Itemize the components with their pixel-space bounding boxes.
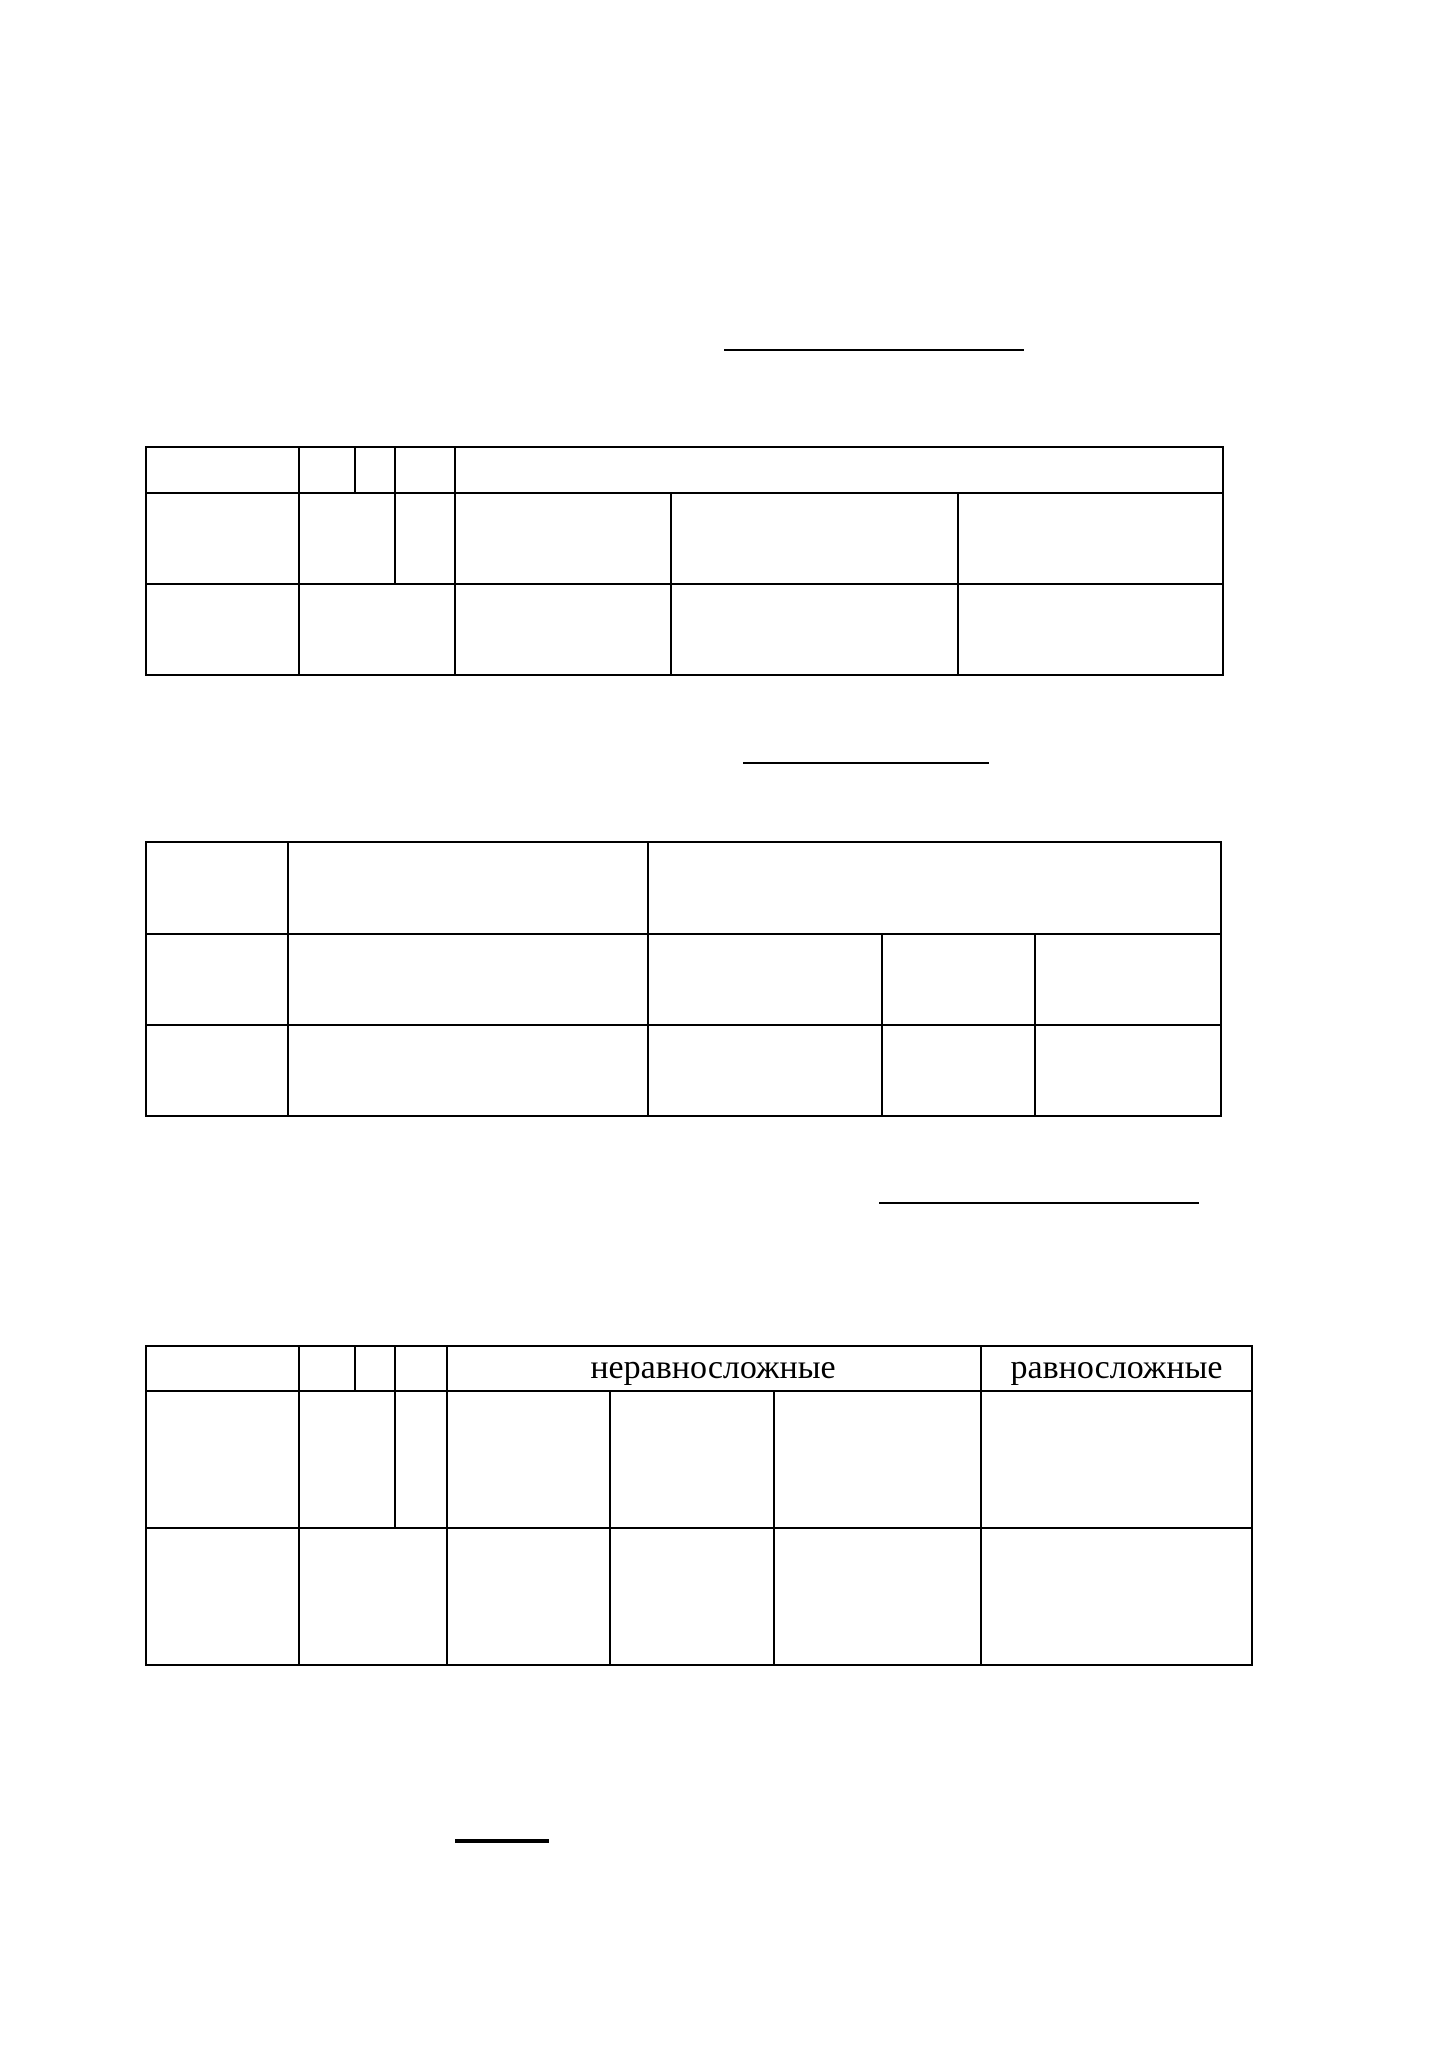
- table-1-border-left: [145, 446, 147, 676]
- table-1-row-divider: [145, 492, 1224, 494]
- table-2-border-bottom: [145, 1115, 1222, 1117]
- table-1-col-divider: [394, 446, 396, 585]
- table-2-row-divider: [145, 1024, 1222, 1026]
- table-3-col-divider: [354, 1345, 356, 1390]
- table-2-col-divider: [287, 841, 289, 1117]
- table-3-col-divider: [980, 1345, 982, 1666]
- table-2-border-top: [145, 841, 1222, 843]
- table-1-border-bottom: [145, 674, 1224, 676]
- table-2-border-left: [145, 841, 147, 1117]
- table-1-border-top: [145, 446, 1224, 448]
- table-3-border-bottom: [145, 1664, 1253, 1666]
- table-2-row-divider: [145, 933, 1222, 935]
- table-3-col-divider: [298, 1345, 300, 1666]
- table-3-col-divider: [773, 1390, 775, 1666]
- table-3-header-equal: равносложные: [1010, 1349, 1223, 1386]
- table-1-border-right: [1222, 446, 1224, 676]
- table-2-col-divider: [647, 841, 649, 1117]
- table-1-col-divider: [298, 446, 300, 676]
- table-3-border-left: [145, 1345, 147, 1666]
- table-3-border-right: [1251, 1345, 1253, 1666]
- table-2-col-divider: [1034, 933, 1036, 1117]
- table-1-col-divider: [454, 446, 456, 676]
- table-3-border-top: [145, 1345, 1253, 1347]
- table-1-col-divider: [670, 492, 672, 676]
- table-1-col-divider: [957, 492, 959, 676]
- table-3-col-divider: [609, 1390, 611, 1666]
- blank-underline-4: [455, 1839, 549, 1843]
- table-1-row-divider: [145, 583, 1224, 585]
- table-3-row-divider: [145, 1527, 1253, 1529]
- blank-underline-3: [879, 1202, 1199, 1204]
- table-3-header-unequal: неравносложные: [590, 1349, 836, 1386]
- table-3-col-divider: [446, 1345, 448, 1666]
- blank-underline-2: [743, 762, 989, 764]
- table-2-border-right: [1220, 841, 1222, 1117]
- table-3-col-divider: [394, 1345, 396, 1529]
- table-3-row-divider: [145, 1390, 1253, 1392]
- blank-underline-1: [724, 349, 1024, 351]
- table-1-col-divider: [354, 446, 356, 492]
- table-2-col-divider: [881, 933, 883, 1117]
